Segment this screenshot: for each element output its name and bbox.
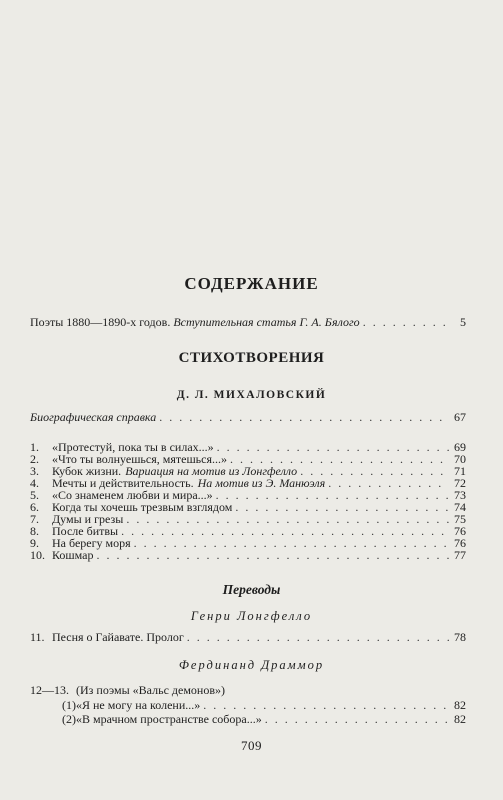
entry-title: «В мрачном пространстве собора...» [76, 712, 262, 726]
entry-number: 7. [30, 512, 39, 526]
entry-note: На мотив из Э. Манюэля [197, 476, 326, 490]
intro-title: Поэты 1880—1890-х годов. [30, 315, 171, 329]
leader-dots [187, 630, 449, 644]
entry-number: (2) [62, 712, 76, 726]
translation-entry [30, 630, 466, 644]
entry-page: 82 [454, 698, 466, 712]
contents-heading: СОДЕРЖАНИЕ [184, 274, 319, 293]
intro-page: 5 [460, 315, 466, 329]
entry-number: 2. [30, 452, 39, 466]
entry-number: 8. [30, 524, 39, 538]
page-number: 709 [241, 738, 262, 753]
entry-page: 82 [454, 712, 466, 726]
entry-page: 77 [454, 548, 466, 562]
entry-number: 4. [30, 476, 39, 490]
entry-page: 76 [454, 536, 466, 550]
entry-number: 11. [30, 630, 45, 644]
entry-title: Кубок жизни. [52, 464, 122, 478]
entry-page: 69 [454, 440, 466, 454]
entry-title: «Со знаменем любви и мира...» [52, 488, 213, 502]
entry-number: 1. [30, 440, 39, 454]
entry-title: Мечты и действительность. [52, 476, 194, 490]
entry-title: «Протестуй, пока ты в силах...» [52, 440, 214, 454]
entry-title: Песня о Гайавате. Пролог [52, 630, 184, 644]
entry-page: 70 [454, 452, 466, 466]
bio-entry [30, 410, 466, 424]
entry-title: После битвы [52, 524, 119, 538]
sub-entry [62, 712, 466, 726]
entry-note: Вариация на мотив из Лонгфелло [125, 464, 298, 478]
entry-number: 3. [30, 464, 39, 478]
section-heading: СТИХОТВОРЕНИЯ [178, 350, 325, 366]
intro-note: Вступительная статья Г. А. Бялого [173, 315, 360, 329]
entry-title: На берегу моря [52, 536, 131, 550]
intro-entry [30, 315, 466, 329]
poem-entry [30, 548, 466, 562]
leader-dots [265, 712, 449, 726]
translations-heading: Переводы [222, 582, 281, 597]
translator-name: Генри Лонгфелло [190, 609, 313, 623]
entry-page: 78 [454, 630, 466, 644]
entry-page: 74 [454, 500, 466, 514]
sub-entry [62, 698, 466, 712]
entry-page: 71 [454, 464, 466, 478]
leader-dots [159, 410, 449, 424]
entry-title: «Что ты волнуешься, мятешься...» [52, 452, 227, 466]
entry-number: 12—13. [30, 683, 69, 697]
translator-name: Фердинанд Драммор [178, 658, 325, 672]
entry-number: 10. [30, 548, 45, 562]
leader-dots [203, 698, 449, 712]
bio-page: 67 [454, 410, 466, 424]
leader-dots [96, 548, 449, 562]
entry-title: «Я не могу на колени...» [76, 698, 201, 712]
entry-page: 73 [454, 488, 466, 502]
entry-title: Когда ты хочешь трезвым взглядом [52, 500, 233, 514]
translation-group [30, 683, 466, 697]
entry-number: 9. [30, 536, 39, 550]
entry-title: (Из поэмы «Вальс демонов») [76, 683, 226, 697]
entry-title: Думы и грезы [52, 512, 124, 526]
bio-title: Биографическая справка [30, 410, 157, 424]
entry-page: 76 [454, 524, 466, 538]
entry-number: 6. [30, 500, 39, 514]
entry-number: 5. [30, 488, 39, 502]
entry-page: 75 [454, 512, 466, 526]
entry-title: Кошмар [52, 548, 94, 562]
entry-page: 72 [454, 476, 466, 490]
author-name: Д. Л. МИХАЛОВСКИЙ [176, 389, 327, 401]
entry-number: (1) [62, 698, 76, 712]
leader-dots [363, 315, 449, 329]
